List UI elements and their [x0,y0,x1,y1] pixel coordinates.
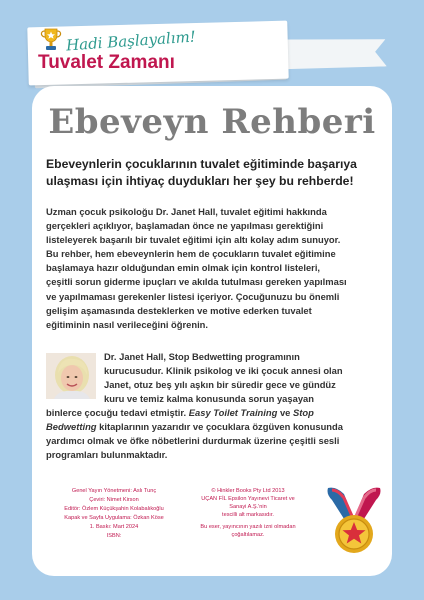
credit-line: Bu eser, yayıncının yazılı izni olmadan [200,524,296,530]
credits-right [186,487,310,539]
lead-line: Ebeveynlerin çocuklarının tuvalet eğitiminde başarıya [46,157,357,171]
author-photo [46,353,96,399]
bio-text: kitaplarının yazarıdır ve çocuklara özgüven konusunda [96,421,343,433]
series-subtitle: Hadi Başlayalım! [65,27,197,55]
text-line: Uzman çocuk psikoloğu Dr. Janet Hall, tuvalet eğitimi hakkında [46,206,327,217]
text-line: kuru ve temiz kalma konusunda sorun yaşayan [104,393,314,405]
text-line: gerçekleri açıklıyor, başlamadan önce ne yapılması gerektiğini [46,220,324,232]
text-line: programları bulunmaktadır. [46,449,168,461]
text-line: Dr. Janet Hall, Stop Bedwetting programının [104,351,300,362]
credit-line: tescilli alt markasıdır. [222,512,274,518]
medal-icon [322,484,386,556]
text-line: listeleyerek başarılı bir tuvalet eğitimi için altı kolay adım sunuyor. [46,234,341,246]
bio-text: ve [277,407,293,418]
text-line: Janet, otuz beş yılı aşkın bir süredir gece ve gündüz [104,379,336,391]
credit-line: 1. Baskı: Mart 2024 [89,524,139,530]
author-bio-top [104,350,384,406]
text-line: başlamaya hazır olduğundan emin olmak için kontrol listeleri, [46,262,321,274]
text-line: ve yapılmaması gerekenler listesi içeriyor. Çocuğunuzu bu önemli [46,290,340,302]
text-line: Bu rehber, hem ebeveynlerin hem de çocukların tuvalet eğitimine [46,248,336,260]
credit-line: Çeviri: Nimet Kirson [89,497,139,503]
lead-line: ulaşması için ihtiyaç duydukları her şey bu rehberde! [46,173,354,188]
text-line: kurucusudur. Klinik psikolog ve iki çocuk annesi olan [104,365,343,377]
text-line: eğitiminin nasıl verileceğini öğrenin. [46,318,209,330]
credit-line: Kapak ve Sayfa Uygulama: Özkan Köse [64,515,164,521]
book-title: Bedwetting [46,421,97,433]
credits-left [40,487,188,541]
lead-paragraph [46,156,382,189]
text-line: yardımcı olmak ve öfke nöbetlerini durdurmak üzerine çeşitli sesli [46,435,340,447]
bio-text: binlerce çocuğu tedavi etmiştir. [46,407,189,418]
credit-line: çoğaltılamaz. [231,532,265,538]
credit-line: Editör: Özlem Küçükşahin Kolabalıkoğlu [64,506,164,512]
credit-line: © Hinkler Books Pty Ltd 2013 [211,488,285,494]
book-title: Easy Toilet Training [188,407,278,418]
credit-line: Sanayi A.Ş.'nin [229,504,267,510]
text-line [46,406,384,420]
text-line [46,420,384,434]
series-title: Tuvalet Zamanı [38,52,175,73]
text-line: gelişim aşamasında desteklerken ve motive ederken tuvalet [46,304,312,316]
author-bio-bottom [46,406,384,462]
trophy-icon [40,26,62,52]
description-paragraph [46,205,382,332]
text-line: çeşitli sorun giderme ipuçları ve akılda tutulması gereken yapılması [46,276,347,288]
credit-line: ISBN: [106,533,122,539]
page-title: Ebeveyn Rehberi [48,102,376,142]
book-title: Stop [292,407,314,418]
credit-line: UÇAN FİL Epsilon Yayınevi Ticaret ve [201,496,295,502]
credit-line: Genel Yayın Yönetmeni: Aslı Tunç [71,488,157,494]
